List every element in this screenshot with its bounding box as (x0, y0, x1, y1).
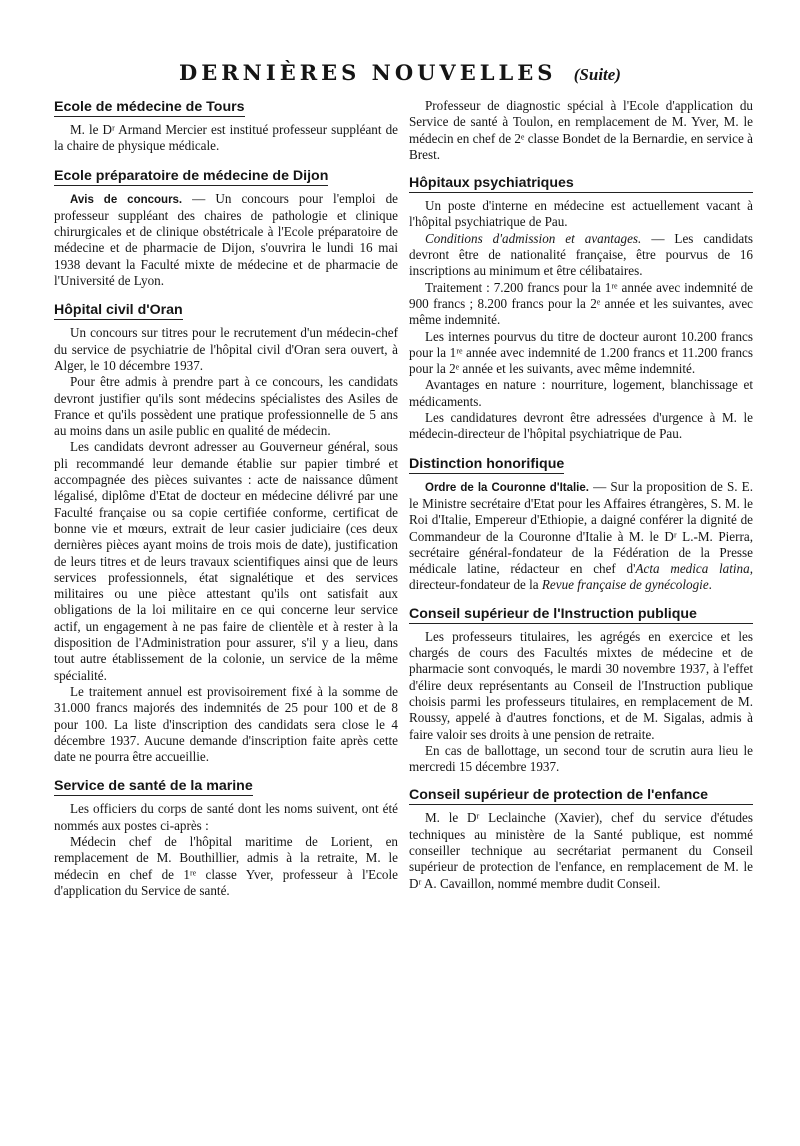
section-marine (54, 777, 398, 899)
psy-conditions-text: — Les candidats devront être de nationalité française, être pourvus de 16 inscriptions au minimum et être célibataires. (409, 230, 753, 279)
psy-paragraph-3: Traitement : 7.200 francs pour la 1ʳᵉ année avec indemnité de 900 francs ; 8.200 francs pour la 2ᵉ année et les suivantes, avec même indemnité. (409, 279, 753, 328)
enfance-paragraph: M. le Dʳ Leclainche (Xavier), chef du service d'études techniques au ministère de la Santé publique, est nommé conseiller technique au secrétariat permanent du Conseil supérieur de protection de l'enfance, en remplacement de M. le Dʳ A. Cavaillon, nommé membre dudit Conseil. (409, 810, 753, 891)
section-dijon (54, 167, 398, 290)
psy-conditions-lead: Conditions d'admission et avantages. (425, 230, 642, 246)
section-heading-tours: Ecole de médecine de Tours (54, 99, 245, 115)
distinction-text-c: . (708, 577, 712, 593)
page-title (0, 60, 800, 85)
dijon-lead: Avis de concours. (70, 193, 183, 206)
oran-paragraph-1: Un concours sur titres pour le recrutement d'un médecin-chef du service de psychiatrie de l'hôpital civil d'Oran sera ouvert, à Alger, le 10 décembre 1937. (54, 325, 398, 373)
section-heading-oran: Hôpital civil d'Oran (54, 302, 183, 319)
section-heading-enfance: Conseil supérieur de protection de l'enfance (409, 787, 753, 805)
oran-paragraph-4: Le traitement annuel est provisoirement fixé à la somme de 31.000 francs majorés des indemnités de 25 pour 100 et de 8 pour 100. La liste d'inscription des candidats sera close le 4 décembre 1937. Aucune demande d'inscription faite après cette date ne pourra être accueillie. (54, 683, 398, 765)
distinction-lead: Ordre de la Couronne d'Italie. (425, 481, 589, 494)
distinction-text-b: , directeur-fondateur de la (409, 561, 753, 593)
section-tours (54, 98, 398, 155)
section-marine-continued (409, 98, 753, 163)
section-instruction (409, 606, 753, 776)
section-distinction (409, 455, 753, 594)
psy-paragraph-6: Les candidatures devront être adressées d'urgence à M. le médecin-directeur de l'hôpital psychiatrique de Pau. (409, 410, 753, 442)
psy-paragraph-5: Avantages en nature : nourriture, logement, blanchissage et médicaments. (409, 377, 753, 409)
distinction-journal-2: Revue française de gynécologie (541, 577, 709, 593)
page-title-text: DERNIÈRES NOUVELLES (179, 60, 557, 85)
section-heading-instruction: Conseil supérieur de l'Instruction publique (409, 606, 753, 624)
tours-paragraph: M. le Dʳ Armand Mercier est institué professeur suppléant de la chaire de physique médicale. (54, 122, 398, 154)
psy-paragraph-4: Les internes pourvus du titre de docteur auront 10.200 francs pour la 1ʳᵉ année avec indemnité de 1.200 francs et 11.200 francs pour la 2ᵉ année et les suivants, avec même indemnité. (409, 328, 753, 377)
oran-paragraph-3: Les candidats devront adresser au Gouverneur général, sous pli recommandé leur demande établie sur papier timbré et accompagnée des pièces suivantes : acte de naissance dûment légalisé, diplôme d'Etat de docteur en médecine délivré par une Faculté française ou sa copie certifiée conforme, certificat de bonne vie et mœurs, extrait de leur casier judiciaire (ces deux dernières pièces ayant moins de trois mois de date), justification de leurs titres et de leurs travaux scientifiques ainsi que de leurs services professionnels, état signalétique et des services militaires ou une pièce attestant qu'ils ont satisfait aux obligations de la loi militaire en ce qui concerne leur service actif, un engagement à ne pas faire de clientèle et à rester à la disposition de l'Administration pour assurer, s'il y a lieu, dans tout autre établissement de la colonie, un service de la même spécialité. (54, 439, 398, 683)
instruction-paragraph-1: Les professeurs titulaires, les agrégés en exercice et les chargés de cours des Facultés mixtes de médecine et de pharmacie sont convoqués, le mardi 30 novembre 1937, à l'effet d'élire deux représentants au Conseil de l'Instruction publique choisis parmi les professeurs titulaires, en remplacement de M. Roussy, appelé à d'autres fonctions, et de M. Sigalas, admis à faire valoir ses droits à une pension de retraite. (409, 628, 753, 742)
marine-paragraph-3: Professeur de diagnostic spécial à l'Ecole d'application du Service de santé à Toulon, en remplacement de M. Yver, M. le médecin en chef de 2ᵉ classe Bondet de la Bernardie, en service à Brest. (409, 98, 753, 162)
dijon-text: — Un concours pour l'emploi de professeur suppléant des chaires de pathologie et clinique chirurgicales et de clinique obstétricale à l'Ecole préparatoire de médecine et de pharmacie de Dijon, s'ouvrira le lundi 16 mai 1938 devant la Faculté mixte de médecine et de pharmacie de l'Université de Lyon. (54, 190, 398, 289)
psy-paragraph-1: Un poste d'interne en médecine est actuellement vacant à l'hôpital psychiatrique de Pau. (409, 198, 753, 230)
instruction-paragraph-2: En cas de ballottage, un second tour de scrutin aura lieu le mercredi 15 décembre 1937. (409, 742, 753, 775)
distinction-journal-1: Acta medica latina (635, 561, 750, 577)
psy-paragraph-2 (409, 231, 753, 280)
dijon-paragraph (54, 191, 398, 290)
section-heading-marine: Service de santé de la marine (54, 778, 253, 795)
oran-paragraph-2: Pour être admis à prendre part à ce concours, les candidats devront justifier qu'ils sont médecins spécialistes des Asiles de France et qu'ils possèdent une pratique professionnelle de 5 ans au moins dans un asile public en qualité de médecin. (54, 374, 398, 439)
section-enfance (409, 787, 753, 891)
right-column (409, 98, 753, 904)
distinction-text-a: — Sur la proposition de S. E. le Ministre secrétaire d'Etat pour les Affaires étrangères, S. M. le Roi d'Italie, Empereur d'Ethiopie, a daigné conférer la dignité de Commandeur de la Couronne d'Italie à M. le Dʳ L.-M. Pierra, secrétaire général-fondateur de la Fédération de la Presse médicale latine, rédacteur en chef d' (409, 478, 753, 577)
section-heading-distinction: Distinction honorifique (409, 455, 565, 472)
section-heading-psychiatric: Hôpitaux psychiatriques (409, 175, 753, 193)
marine-paragraph-2: Médecin chef de l'hôpital maritime de Lorient, en remplacement de M. Bouthillier, admis à la retraite, M. le médecin en chef de 1ʳᵉ classe Yver, professeur à l'Ecole d'application du Service de santé. (54, 833, 398, 898)
section-oran (54, 301, 398, 765)
left-column (54, 98, 398, 911)
distinction-paragraph (409, 479, 753, 594)
section-heading-dijon: Ecole préparatoire de médecine de Dijon (54, 167, 329, 184)
page-title-suffix: (Suite) (573, 65, 621, 84)
section-psychiatric (409, 175, 753, 442)
marine-paragraph-1: Les officiers du corps de santé dont les noms suivent, ont été nommés aux postes ci-après : (54, 801, 398, 833)
